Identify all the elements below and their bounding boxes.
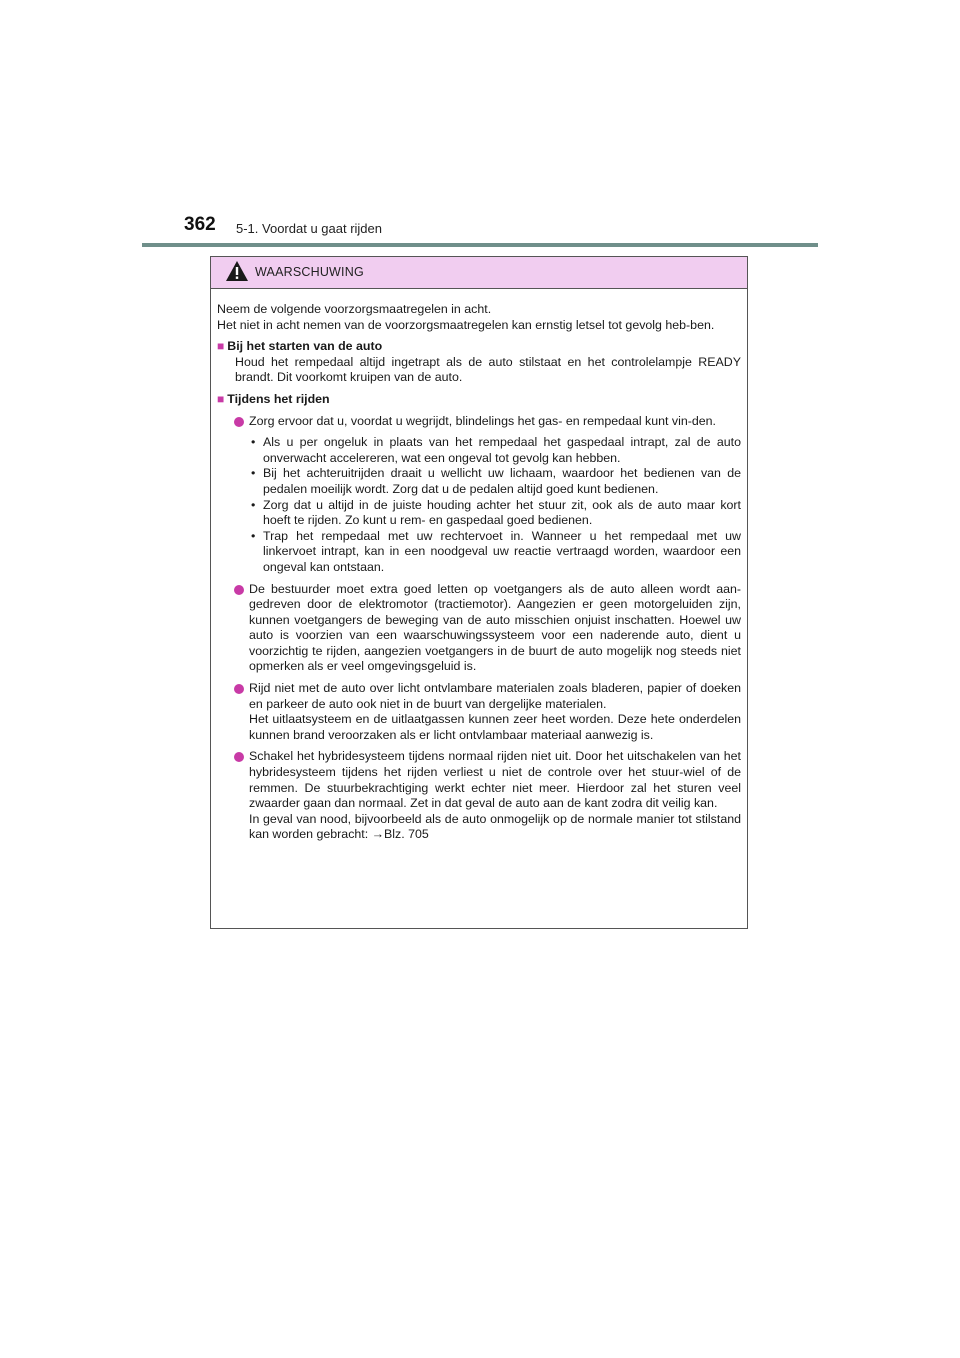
bullet-dot-icon [234, 417, 244, 427]
sub-bullet-marker: • [251, 497, 256, 512]
sub-bullet-text: Bij het achteruitrijden draait u wellicht uw lichaam, waardoor het bedienen van de pedalen moeilijk wordt. Zorg dat u de pedalen altijd goed kunt bedienen. [263, 466, 741, 496]
bullet-text: Zorg ervoor dat u, voordat u wegrijdt, blindelings het gas- en rempedaal kunt vin-den. [249, 413, 716, 428]
warning-box [210, 256, 748, 929]
list-item [217, 414, 741, 430]
bullet-dot-icon [234, 585, 244, 595]
page-number: 362 [184, 214, 216, 235]
header-rule [142, 243, 818, 247]
sub-list-item [217, 435, 741, 466]
warning-title: WAARSCHUWING [255, 265, 364, 279]
list-item [217, 582, 741, 676]
list-item [217, 681, 741, 743]
section-heading-starting [217, 339, 741, 355]
section-title: 5-1. Voordat u gaat rijden [236, 221, 382, 236]
bullet-text-continued: Het uitlaatsysteem en de uitlaatgassen kunnen zeer heet worden. Deze hete onderdelen kunnen brand veroorzaken als er licht ontvlambaar materiaal aanwezig is. [249, 712, 741, 742]
bullet-text: De bestuurder moet extra goed letten op voetgangers als de auto alleen wordt aan-gedreven door de elektromotor (tractiemotor). Aangezien er geen motorgeluiden zijn, kunnen voetgangers de beweging van de auto misschien onjuist inschatten. Hoewel uw auto is voorzien van een waarschuwingssysteem voor een naderende auto, dient u voorzichtig te rijden, aangezien voetgangers in de buurt de auto mogelijk nog steeds niet opmerken als er veel omgevingsgeluid is. [249, 581, 741, 674]
bullet-text-continued: In geval van nood, bijvoorbeeld als de auto onmogelijk op de normale manier tot stilstand kan worden gebracht: →Blz. 705 [249, 811, 741, 842]
sub-list-item [217, 498, 741, 529]
warning-intro: Neem de volgende voorzorgsmaatregelen in acht. [217, 302, 492, 316]
bullet-text: Rijd niet met de auto over licht ontvlambare materialen zoals bladeren, papier of doeken en parkeer de auto ook niet in de buurt van dergelijke materialen. [249, 681, 741, 711]
sub-bullet-marker: • [251, 528, 256, 543]
bullet-text: Schakel het hybridesysteem tijdens normaal rijden niet uit. Door het uitschakelen van het hybridesysteem tijdens het rijden verliest u niet de controle over het stuur-wiel of de remmen. De stuurbekrachtiging werkt echter niet meer. Hierdoor zal het sturen veel zwaarder gaan dan normaal. Zet in dat geval de auto aan de kant zodra dit veilig kan. [249, 749, 741, 811]
sub-list-item [217, 529, 741, 576]
sub-bullet-text: Trap het rempedaal met uw rechtervoet in. Wanneer u het rempedaal met uw linkervoet intrapt, kan in een noodgeval uw reactie vertraagd worden, waardoor een ongeval kan ontstaan. [263, 528, 741, 574]
square-marker-icon: ■ [217, 391, 225, 406]
sub-list [217, 435, 741, 575]
sub-bullet-text: Zorg dat u altijd in de juiste houding achter het stuur zit, ook als de auto maar kort hoeft te rijden. Zo kunt u rem- en gaspedaal goed bedienen. [263, 497, 741, 528]
sub-bullet-text: Als u per ongeluk in plaats van het rempedaal het gaspedaal intrapt, zal de auto onverwacht accelereren, wat een ongeval tot gevolg kan hebben. [263, 435, 741, 465]
section-text-starting: Houd het rempedaal altijd ingetrapt als de auto stilstaat en het controlelampje READY brandt. Dit voorkomt kruipen van de auto. [235, 354, 741, 385]
warning-body [211, 289, 747, 843]
warning-header [211, 257, 747, 289]
section-heading-label: Bij het starten van de auto [227, 339, 383, 354]
square-marker-icon: ■ [217, 339, 225, 354]
sub-bullet-marker: • [251, 466, 256, 481]
warning-triangle-icon [225, 260, 249, 282]
warning-intro-consequence: Het niet in acht nemen van de voorzorgsmaatregelen kan ernstig letsel tot gevolg heb-ben. [217, 317, 715, 332]
section-heading-driving [217, 392, 741, 408]
sub-bullet-marker: • [251, 435, 256, 450]
section-heading-label: Tijdens het rijden [227, 391, 330, 406]
sub-list-item [217, 466, 741, 497]
bullet-dot-icon [234, 752, 244, 762]
bullet-dot-icon [234, 684, 244, 694]
list-item [217, 749, 741, 843]
